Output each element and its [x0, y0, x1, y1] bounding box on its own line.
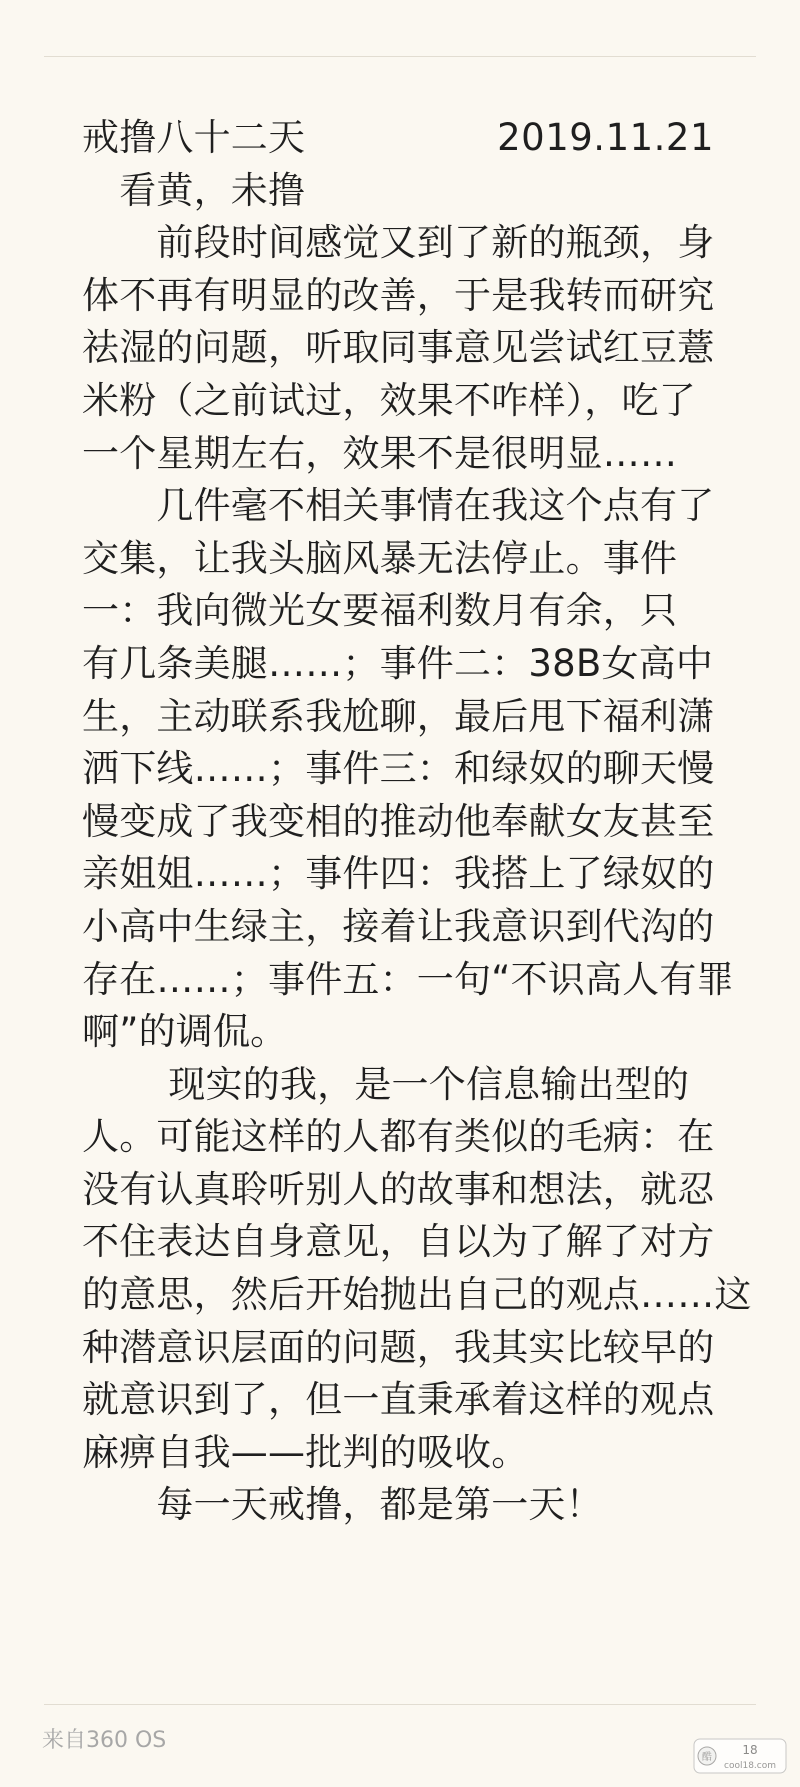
note-line: 人。可能这样的人都有类似的毛病：在: [82, 1115, 715, 1159]
note-line: 交集，让我头脑风暴无法停止。事件: [82, 536, 678, 580]
note-line: 存在……；事件五：一句“不识高人有罪: [82, 957, 734, 1001]
bottom-divider: [44, 1704, 756, 1705]
note-line: 的意思，然后开始抛出自己的观点……这: [82, 1273, 752, 1317]
note-line: 几件毫不相关事情在我这个点有了: [82, 484, 715, 528]
note-line: 慢变成了我变相的推动他奉献女友甚至: [82, 799, 715, 843]
note-title: 戒撸八十二天: [82, 116, 306, 159]
note-line: 祛湿的问题，听取同事意见尝试红豆薏: [82, 326, 715, 370]
note-line: 就意识到了，但一直秉承着这样的观点: [82, 1378, 715, 1422]
note-line: 不住表达自身意见，自以为了解了对方: [82, 1220, 715, 1264]
note-line: 每一天戒撸，都是第一天！: [82, 1483, 603, 1527]
note-line: 一个星期左右，效果不是很明显……: [82, 431, 678, 475]
note-header: [82, 112, 714, 165]
note-line: 现实的我，是一个信息输出型的: [82, 1062, 690, 1106]
note-line: 米粉（之前试过，效果不咋样），吃了: [82, 378, 696, 422]
note-body: [82, 112, 752, 1532]
note-line: 前段时间感觉又到了新的瓶颈，身: [82, 221, 715, 265]
note-line: 有几条美腿……；事件二：38B女高中: [82, 641, 714, 685]
note-line: 啊”的调侃。: [82, 1010, 288, 1054]
note-line: 看黄，未撸: [82, 168, 306, 212]
note-date: 2019.11.21: [497, 116, 714, 159]
svg-text:18: 18: [742, 1743, 758, 1757]
note-line: 麻痹自我——批判的吸收。: [82, 1430, 529, 1474]
note-line: 亲姐姐……；事件四：我搭上了绿奴的: [82, 852, 715, 896]
source-signature: 来自360 OS: [42, 1728, 167, 1753]
note-line: 洒下线……；事件三：和绿奴的聊天慢: [82, 747, 715, 791]
svg-text:cool18.com: cool18.com: [724, 1761, 776, 1771]
note-line: 体不再有明显的改善，于是我转而研究: [82, 273, 715, 317]
note-line: 种潜意识层面的问题，我其实比较早的: [82, 1325, 715, 1369]
note-line: 一：我向微光女要福利数月有余，只: [82, 589, 678, 633]
watermark-logo: [692, 1733, 788, 1779]
top-divider: [44, 56, 756, 57]
note-line: 小高中生绿主，接着让我意识到代沟的: [82, 904, 715, 948]
note-line: 没有认真聆听别人的故事和想法，就忍: [82, 1167, 715, 1211]
svg-text:酷: 酷: [702, 1752, 712, 1763]
note-line: 生，主动联系我尬聊，最后甩下福利潇: [82, 694, 715, 738]
